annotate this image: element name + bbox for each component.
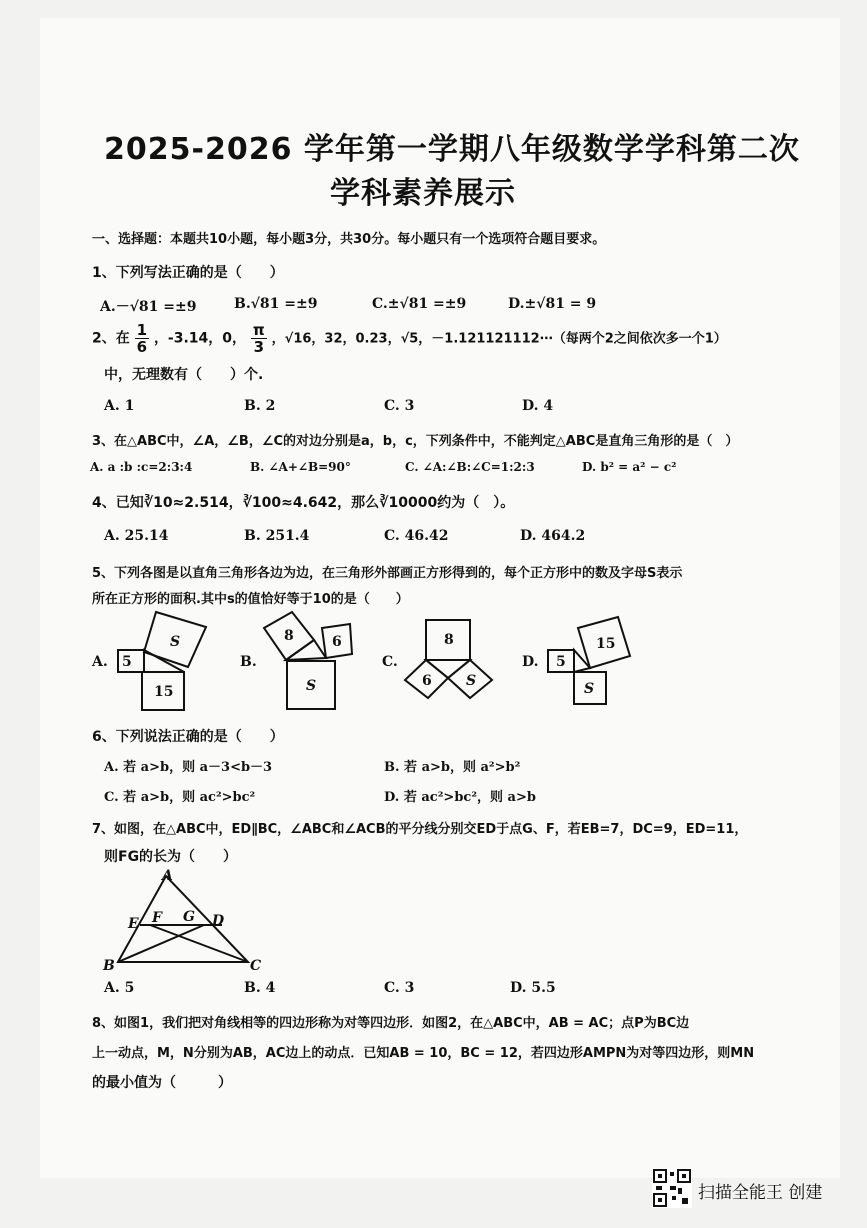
figa-label-15: 15 xyxy=(154,684,174,700)
q5-figures xyxy=(0,600,867,720)
label-c: C xyxy=(250,958,262,974)
q7-line2: 则FG的长为（ ） xyxy=(104,849,238,865)
figa-triangle xyxy=(144,650,184,672)
label-f: F xyxy=(152,910,162,926)
q6-option-d[interactable]: D. 若 ac²>bc²，则 a>b xyxy=(384,790,536,805)
figc-triangle xyxy=(426,660,470,678)
q8-line2: 上一动点，M，N分别为AB，AC边上的动点．已知AB = 10，BC = 12，若四边形AMPN为对等四边形，则MN xyxy=(92,1046,755,1061)
page-subtitle: 学科素养展示 xyxy=(330,176,516,211)
q6-stem: 6、下列说法正确的是（ ） xyxy=(92,729,284,745)
q5-stem-line2: 所在正方形的面积.其中s的值恰好等于10的是（ ） xyxy=(92,592,409,607)
q8-line1: 8、如图1，我们把对角线相等的四边形称为对等四边形．如图2，在△ABC中，AB = AC；点P为BC边 xyxy=(92,1016,690,1031)
q2-frac2-den: 3 xyxy=(253,338,265,356)
q5-option-a-label[interactable]: A. xyxy=(92,654,108,670)
q2-frac1-den: 6 xyxy=(136,338,148,356)
q2-frac2-num: π xyxy=(252,321,265,339)
scanner-watermark: 扫描全能王 创建 xyxy=(698,1183,823,1203)
q4-option-a[interactable]: A. 25.14 xyxy=(104,528,169,544)
figd-label-15: 15 xyxy=(596,636,616,652)
q5-option-d-label[interactable]: D. xyxy=(522,654,539,670)
q4-option-c[interactable]: C. 46.42 xyxy=(384,528,449,544)
section-heading: 一、选择题：本题共10小题，每小题3分，共30分。每小题只有一个选项符合题目要求。 xyxy=(92,232,606,247)
q5-option-b-label[interactable]: B. xyxy=(240,654,257,670)
q2-mid1: ，-3.14，0， xyxy=(153,330,247,347)
q2-fraction-1 xyxy=(135,322,149,355)
figb-label-6: 6 xyxy=(332,634,342,650)
label-g: G xyxy=(183,909,195,925)
q2-line2: 中，无理数有（ ）个. xyxy=(104,367,264,383)
page-title: 2025-2026 学年第一学期八年级数学学科第二次 xyxy=(104,132,800,167)
q2-frac1-num: 1 xyxy=(136,321,148,339)
label-b: B xyxy=(103,958,115,974)
q4-option-b[interactable]: B. 251.4 xyxy=(244,528,310,544)
q7-option-b[interactable]: B. 4 xyxy=(244,980,276,996)
q3-option-b[interactable]: B. ∠A+∠B=90° xyxy=(250,460,351,474)
figc-label-6: 6 xyxy=(422,673,432,689)
q1-option-c[interactable]: C.±√81 =±9 xyxy=(372,296,467,312)
label-d: D xyxy=(212,913,225,929)
q5-figure-b[interactable] xyxy=(264,612,352,709)
q2-option-c[interactable]: C. 3 xyxy=(384,398,415,414)
q1-option-a[interactable]: A.－√81 =±9 xyxy=(100,299,197,315)
q7-stem: 7、如图，在△ABC中，ED∥BC，∠ABC和∠ACB的平分线分别交ED于点G、F，若EB=7，DC=9，ED=11， xyxy=(92,822,748,837)
q6-option-b[interactable]: B. 若 a>b，则 a²>b² xyxy=(384,760,521,775)
q1-stem: 1、下列写法正确的是（ ） xyxy=(92,265,284,281)
q2-option-d[interactable]: D. 4 xyxy=(522,398,554,414)
q2-stem xyxy=(92,322,727,355)
figa-label-s: S xyxy=(170,634,181,650)
q7-option-a[interactable]: A. 5 xyxy=(104,980,135,996)
q3-option-d[interactable]: D. b² = a² − c² xyxy=(582,460,677,474)
q3-option-c[interactable]: C. ∠A:∠B:∠C=1:2:3 xyxy=(405,460,535,474)
figa-label-5: 5 xyxy=(122,654,132,670)
q2-mid2: ，√16，32，0.23，√5，－1.121121112⋯（每两个2之间依次多一个1） xyxy=(271,331,727,347)
q3-option-a[interactable]: A. a :b :c=2:3:4 xyxy=(90,460,193,474)
q7-triangle-figure xyxy=(95,864,275,980)
q7-option-d[interactable]: D. 5.5 xyxy=(510,980,556,996)
figb-label-8: 8 xyxy=(284,628,294,644)
q3-stem: 3、在△ABC中，∠A，∠B，∠C的对边分别是a，b，c，下列条件中，不能判定△ABC是直角三角形的是（ ） xyxy=(92,434,739,449)
q8-line3: 的最小值为（ ） xyxy=(92,1075,232,1091)
qr-code-icon xyxy=(652,1168,692,1208)
q2-option-a[interactable]: A. 1 xyxy=(104,398,135,414)
q4-option-d[interactable]: D. 464.2 xyxy=(520,528,586,544)
q4-stem: 4、已知∛10≈2.514，∛100≈4.642，那么∛10000约为（ ）。 xyxy=(92,495,515,511)
label-a: A xyxy=(162,868,173,884)
figd-label-5: 5 xyxy=(556,654,566,670)
q1-option-d[interactable]: D.±√81 = 9 xyxy=(508,296,597,312)
q1-option-b[interactable]: B.√81 =±9 xyxy=(234,296,318,312)
figc-label-s: S xyxy=(466,673,477,689)
q2-option-b[interactable]: B. 2 xyxy=(244,398,276,414)
figc-label-8: 8 xyxy=(444,632,454,648)
bisector-c xyxy=(150,925,248,962)
q6-option-a[interactable]: A. 若 a>b，则 a－3<b－3 xyxy=(104,760,273,775)
label-e: E xyxy=(128,916,139,932)
q7-option-c[interactable]: C. 3 xyxy=(384,980,415,996)
figd-label-s: S xyxy=(584,681,595,697)
q5-option-c-label[interactable]: C. xyxy=(382,654,398,670)
q5-stem-line1: 5、下列各图是以直角三角形各边为边，在三角形外部画正方形得到的，每个正方形中的数及字母S表示 xyxy=(92,566,683,581)
q2-prefix: 2、在 xyxy=(92,330,130,347)
q6-option-c[interactable]: C. 若 a>b，则 ac²>bc² xyxy=(104,790,256,805)
figb-label-s: S xyxy=(306,678,317,694)
q2-fraction-2 xyxy=(251,322,267,355)
